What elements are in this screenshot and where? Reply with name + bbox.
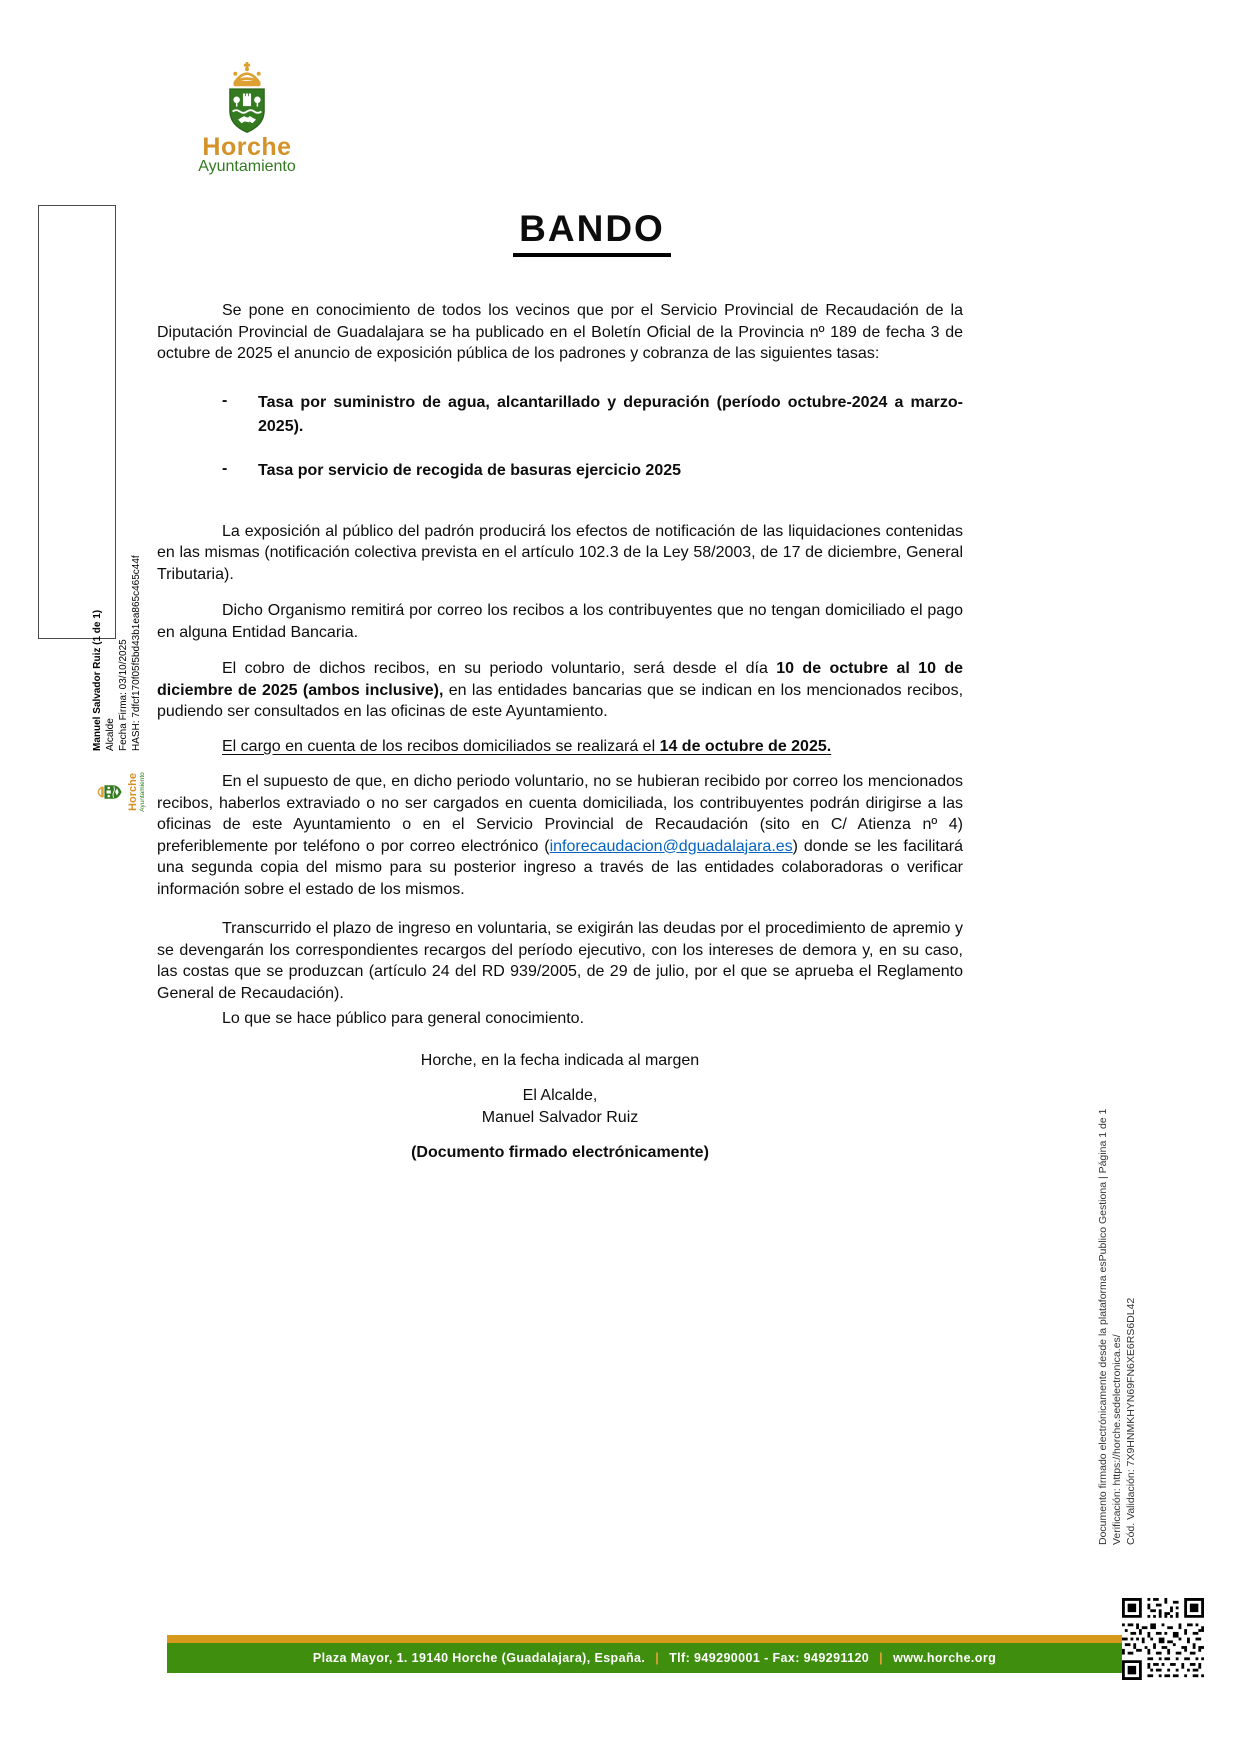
logo-name: Horche (202, 133, 292, 161)
horche-crest-mini-icon (93, 781, 123, 803)
verification-url-line: Verificación: https://horche.sedelectronica.es/ (1111, 1334, 1123, 1545)
paragraph-cargo-cuenta (157, 736, 963, 758)
list-item-label: Tasa por servicio de recogida de basuras ejercicio 2025 (258, 461, 682, 479)
text-segment-bold-date: 14 de octubre de 2025 (659, 737, 827, 755)
text-segment: En el supuesto de que, en dicho periodo voluntario, no se hubieran recibido por correo los mencionados recibos, haberlos extraviado o no ser cargados en cuenta domiciliada, los contribuyentes podrán dirigirse a las oficinas de este Ayuntamiento o en el Servicio Provincial de Recaudación (sito en C/ Atienza nº 4) preferiblemente por teléfono o por correo electrónico ( (157, 773, 963, 855)
text-segment-bold-dates: 10 de octubre al 10 de diciembre de 2025 (ambos inclusive), (157, 660, 963, 699)
email-link[interactable]: inforecaudacion@dguadalajara.es (549, 837, 793, 855)
list-item-label: Tasa por suministro de agua, alcantarillado y depuración (período octubre-2024 a marzo-2025). (258, 393, 963, 435)
paragraph-publico: Lo que se hace público para general conocimiento. (222, 1010, 585, 1027)
paragraph-organismo: Dicho Organismo remitirá por correo los recibos a los contribuyentes que no tengan domiciliado el pago en alguna Entidad Bancaria. (157, 602, 963, 641)
list-item-tasa-basuras (157, 459, 963, 483)
qr-code-image (1122, 1598, 1204, 1680)
mini-logo-subtitle: Ayuntamiento (139, 772, 146, 812)
signer-role: El Alcalde, (522, 1087, 598, 1104)
signature-margin-box (38, 205, 146, 812)
validation-margin-text (1096, 960, 1138, 1545)
footer-gold-stripe (167, 1635, 1142, 1643)
mini-logo-name: Horche (127, 773, 139, 811)
signer-name-rotated: Manuel Salvador Ruiz (1 de 1) (92, 609, 103, 751)
qr-code (1122, 1598, 1204, 1680)
paragraph-intro: Se pone en conocimiento de todos los vecinos que por el Servicio Provincial de Recaudación de la Diputación Provincial de Guadalajara se ha publicado en el Boletín Oficial de la Provincia nº 189 de fecha 3 de octubre de 2025 el anuncio de exposición pública de los padrones y cobranza de las siguientes tasas: (157, 302, 963, 362)
validation-code-line: Cód. Validación: 7X9HNMKHYN69FN6XE6RS6DL42 (1125, 1297, 1137, 1545)
document-body (157, 0, 963, 1164)
text-segment: . (826, 737, 832, 755)
text-segment: en las entidades bancarias que se indican en los mencionados recibos, pudiendo ser consultados en las oficinas de este Ayuntamiento. (157, 681, 964, 720)
bullet-dash-icon: - (222, 391, 228, 409)
text-segment-underlined: El cargo en cuenta de los recibos domiciliados se realizará el (222, 737, 660, 755)
place-date-line: Horche, en la fecha indicada al margen (420, 1051, 700, 1069)
mini-municipality-logo (93, 750, 147, 834)
paragraph-apremio: Transcurrido el plazo de ingreso en voluntaria, se exigirán las deudas por el procedimiento de apremio y se devengarán los correspondientes recargos del período ejecutivo, con los intereses de demora y, en su caso, las costas que se produzcan (artículo 24 del RD 939/2005, de 29 de julio, por el que se aprueba el Reglamento General de Recaudación). (157, 920, 963, 1002)
footer-website: www.horche.org (893, 1651, 997, 1665)
text-segment: El cobro de dichos recibos, en su periodo voluntario, será desde el día (222, 660, 777, 677)
footer-separator: | (879, 1651, 884, 1665)
paragraph-supuesto (157, 771, 963, 900)
gestiona-platform-line: Documento firmado electrónicamente desde la plataforma esPublico Gestiona | Página 1 de 1 (1097, 1108, 1109, 1545)
page-title: BANDO (513, 208, 671, 257)
list-item-tasa-agua (157, 391, 963, 439)
footer-phone-fax: Tlf: 949290001 - Fax: 949291120 (669, 1651, 870, 1665)
signature-hash: HASH: 7dfcf170f05f5bd43b1ea865c465c44f (131, 555, 142, 751)
footer-bar (167, 1643, 1142, 1673)
text-segment: ) donde se les facilitará una segunda copia del mismo para su posterior ingreso a través de las entidades colaboradoras o verificar información sobre el estado de los mismos. (157, 837, 964, 898)
paragraph-exposicion: La exposición al público del padrón producirá los efectos de notificación de las liquidaciones contenidas en las mismas (notificación colectiva prevista en el artículo 102.3 de la Ley 58/2003, de 17 de diciembre, General Tributaria). (157, 522, 963, 583)
logo-subtitle: Ayuntamiento (198, 158, 296, 175)
paragraph-cobro (157, 658, 963, 723)
signed-electronically-note: (Documento firmado electrónicamente) (411, 1144, 709, 1161)
signer-role-rotated: Alcalde (105, 718, 116, 751)
footer-address: Plaza Mayor, 1. 19140 Horche (Guadalajara), España. (312, 1651, 646, 1665)
bullet-dash-icon: - (222, 459, 228, 477)
signature-date: Fecha Firma: 03/10/2025 (118, 639, 129, 751)
signature-metadata (91, 431, 143, 751)
footer-separator: | (655, 1651, 660, 1665)
signer-name: Manuel Salvador Ruiz (481, 1108, 639, 1126)
